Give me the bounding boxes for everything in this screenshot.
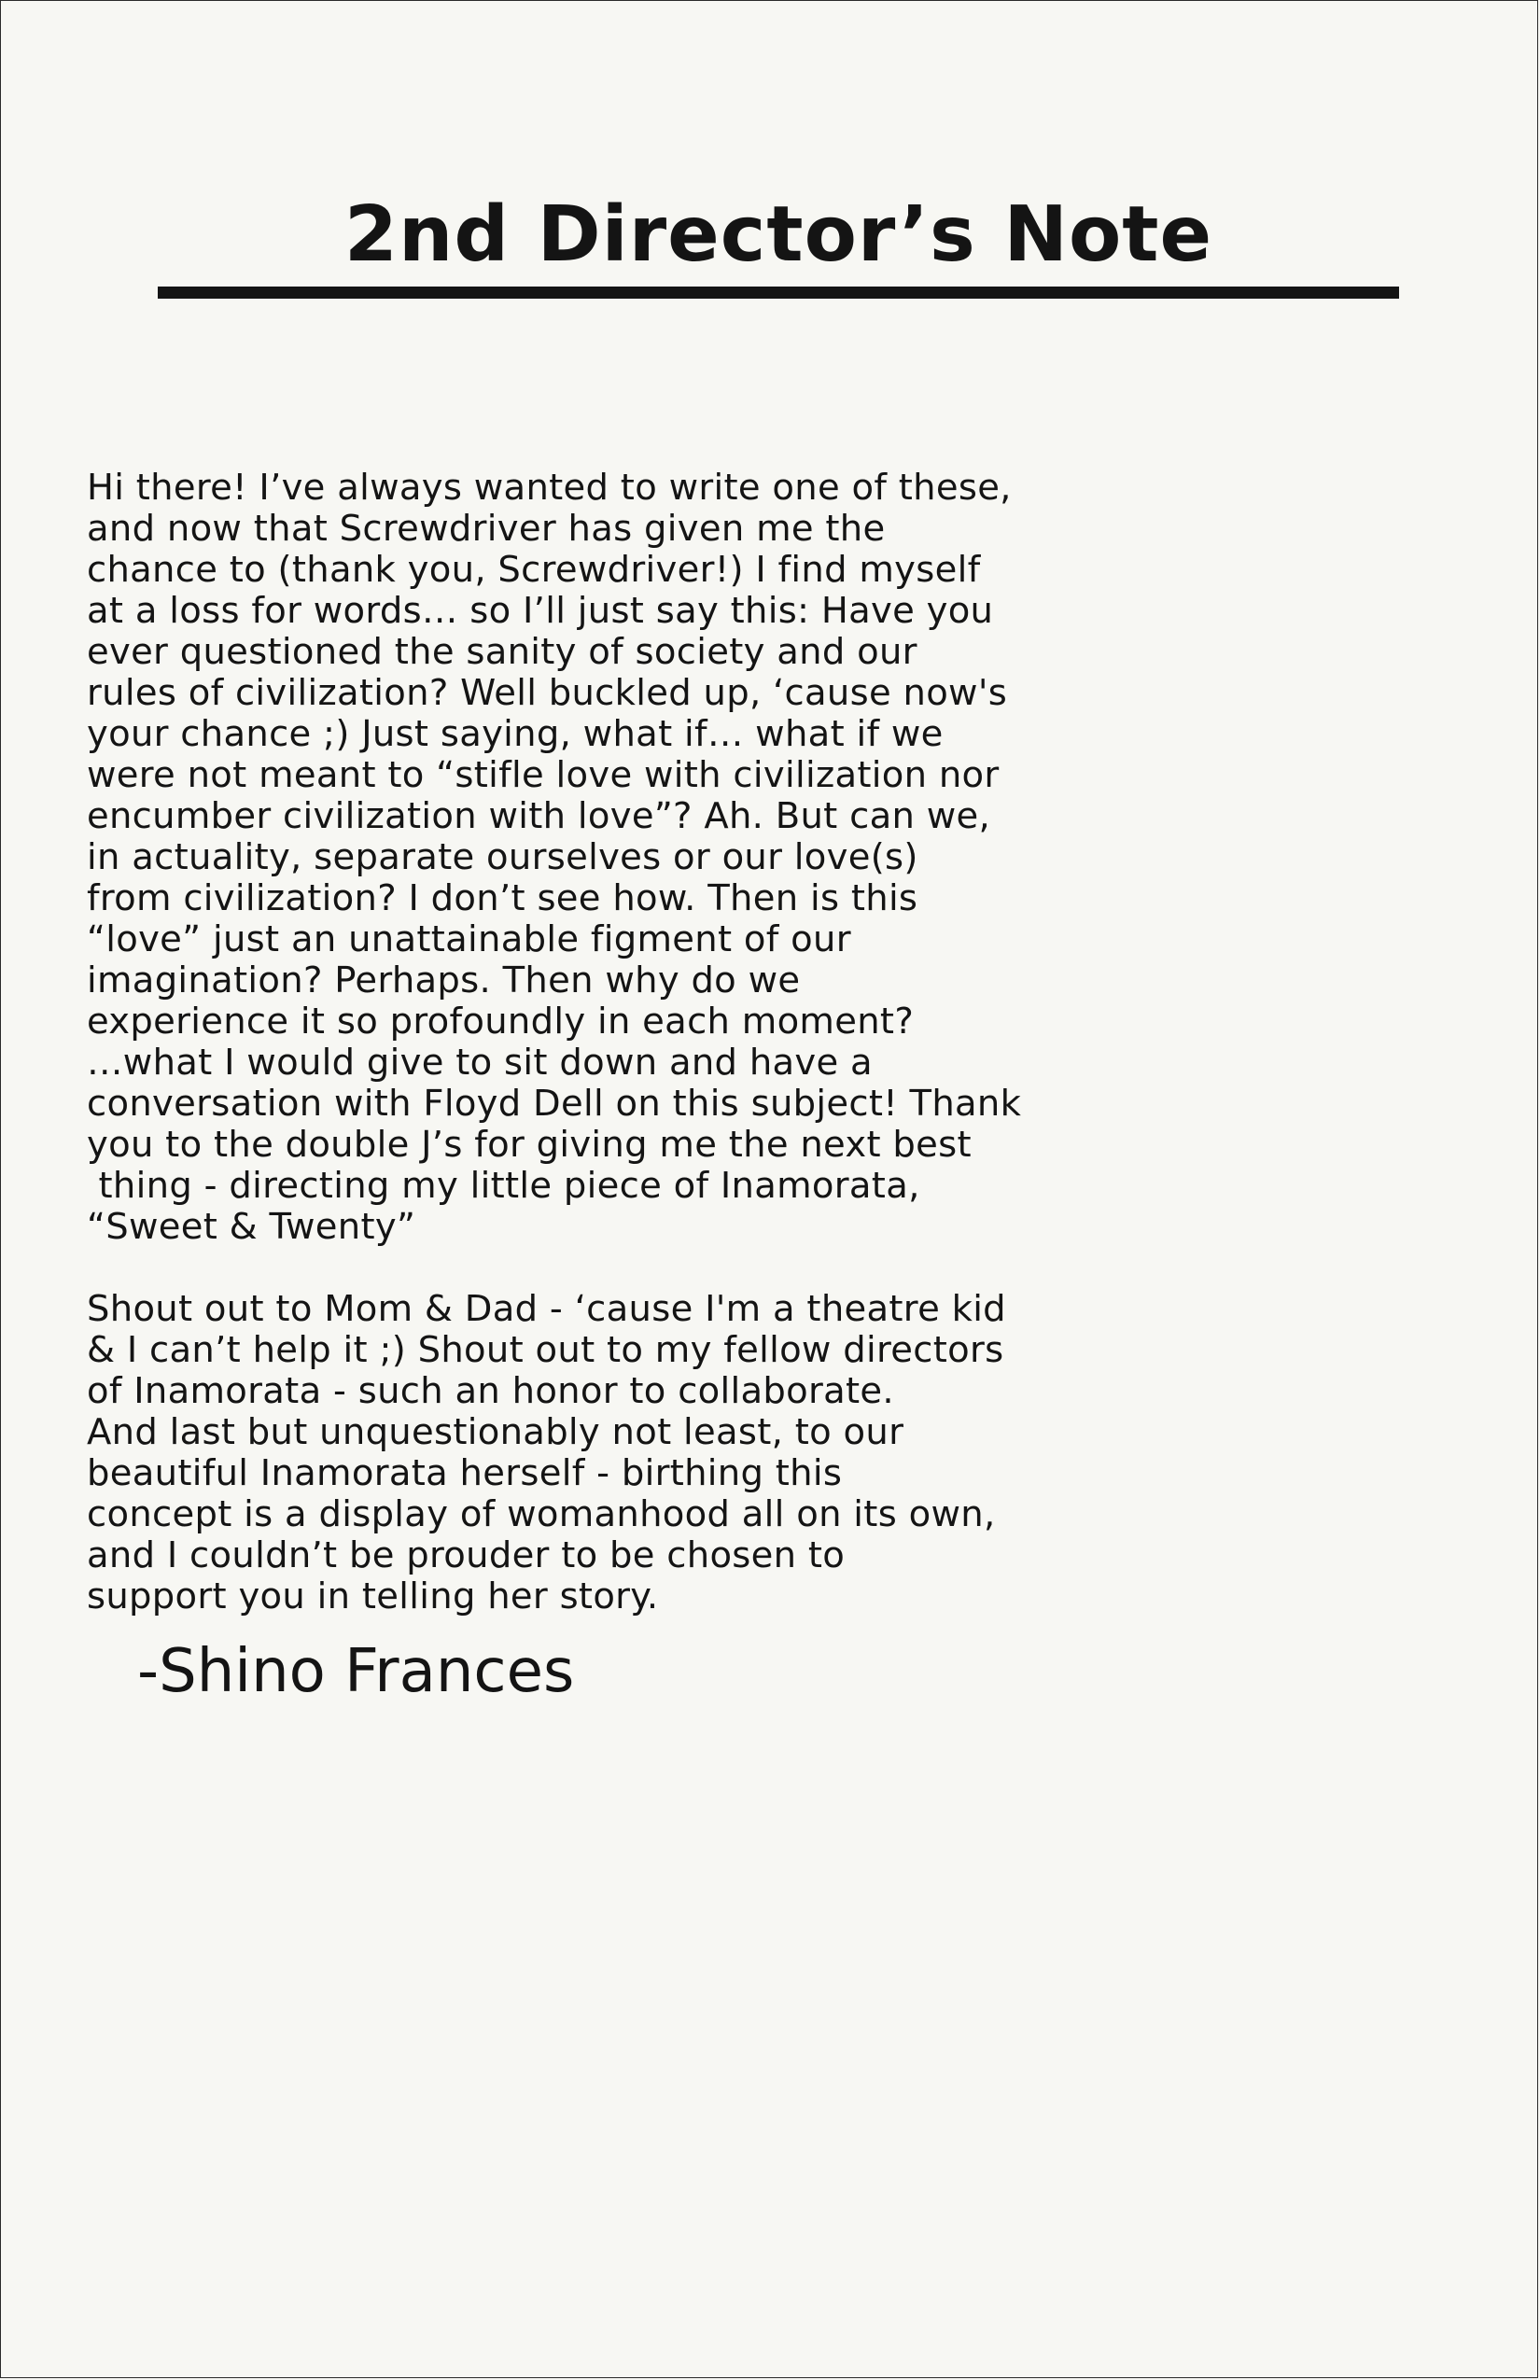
text-line: Hi there! I’ve always wanted to write one of these, (87, 467, 1012, 509)
paragraph-1 (87, 468, 1515, 1248)
text-line: you to the double J’s for giving me the next best (87, 1124, 972, 1166)
text-line: at a loss for words… so I’ll just say this: Have you (87, 590, 994, 632)
text-line: experience it so profoundly in each moment? (87, 1001, 915, 1043)
text-line: concept is a display of womanhood all on its own, (87, 1493, 996, 1535)
text-line: And last but unquestionably not least, to our (87, 1411, 904, 1453)
text-line: support you in telling her story. (87, 1575, 659, 1617)
text-line: were not meant to “stifle love with civilization nor (87, 754, 1000, 796)
text-line: imagination? Perhaps. Then why do we (87, 959, 801, 1001)
text-line: & I can’t help it ;) Shout out to my fellow directors (87, 1329, 1004, 1371)
paragraph-2 (87, 1289, 1515, 1617)
signature: -Shino Frances (137, 1637, 575, 1706)
text-line: “Sweet & Twenty” (87, 1206, 416, 1248)
text-line: conversation with Floyd Dell on this subject! Thank (87, 1083, 1022, 1125)
page-title: 2nd Director’s Note (343, 190, 1213, 279)
note-body (87, 468, 1515, 1617)
text-line: rules of civilization? Well buckled up, ‘cause now's (87, 672, 1008, 714)
text-line: beautiful Inamorata herself - birthing this (87, 1452, 843, 1494)
text-line: chance to (thank you, Screwdriver!) I find myself (87, 549, 981, 591)
text-line: and I couldn’t be prouder to be chosen to (87, 1534, 846, 1576)
text-line: encumber civilization with love”? Ah. But can we, (87, 795, 991, 837)
text-line: ever questioned the sanity of society and our (87, 631, 917, 673)
text-line: “love” just an unattainable figment of our (87, 918, 851, 960)
text-line: and now that Screwdriver has given me the (87, 508, 886, 550)
title-underline (158, 287, 1399, 299)
text-line: from civilization? I don’t see how. Then is this (87, 877, 918, 919)
text-line: of Inamorata - such an honor to collaborate. (87, 1370, 894, 1412)
text-line: your chance ;) Just saying, what if… what if we (87, 713, 944, 755)
paragraph-spacer (87, 1248, 1515, 1289)
text-line: thing - directing my little piece of Inamorata, (87, 1165, 920, 1207)
text-line: Shout out to Mom & Dad - ‘cause I'm a theatre kid (87, 1288, 1006, 1330)
text-line: in actuality, separate ourselves or our love(s) (87, 836, 918, 878)
text-line: …what I would give to sit down and have a (87, 1042, 873, 1084)
